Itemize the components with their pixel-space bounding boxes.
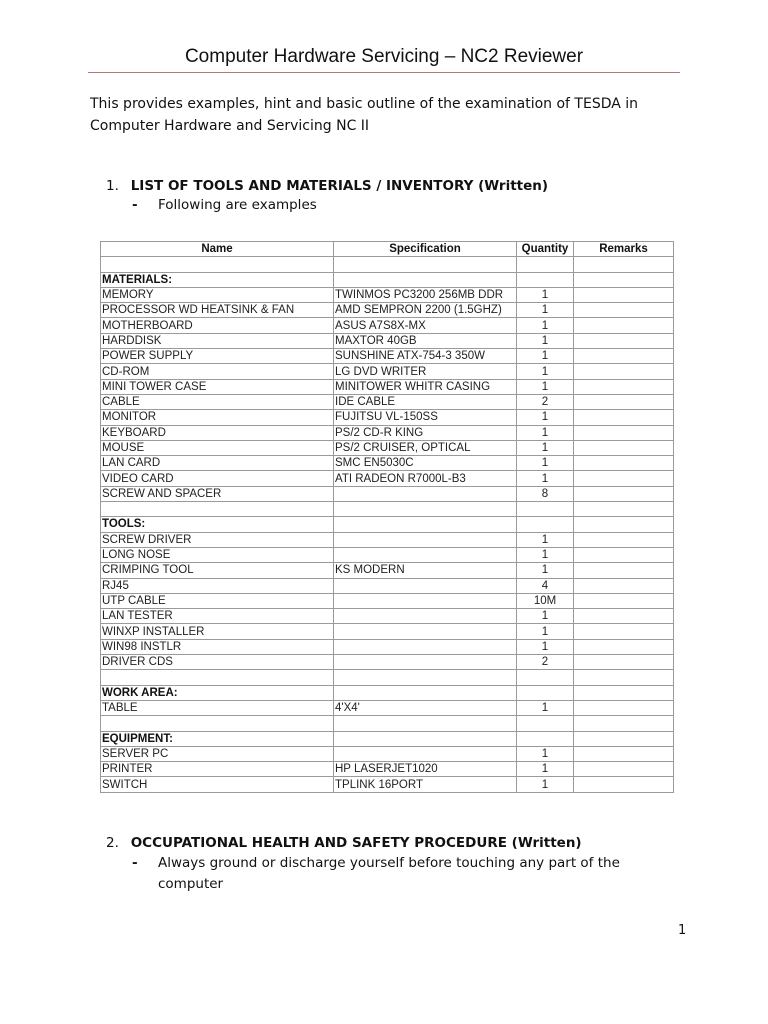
cell-name: LAN CARD [101, 456, 334, 471]
title-divider [88, 72, 680, 73]
cell-specification [334, 578, 517, 593]
cell-name: HARDDISK [101, 333, 334, 348]
cell-specification: PS/2 CD-R KING [334, 425, 517, 440]
table-row [101, 746, 674, 761]
section-2-bullet [132, 853, 652, 895]
table-row [101, 287, 674, 302]
cell-remarks [574, 333, 674, 348]
cell-quantity: 1 [517, 471, 574, 486]
cell-specification: FUJITSU VL-150SS [334, 410, 517, 425]
cell-quantity: 1 [517, 440, 574, 455]
cell-remarks [574, 593, 674, 608]
cell-name: VIDEO CARD [101, 471, 334, 486]
cell-specification [334, 486, 517, 501]
cell-name: WINXP INSTALLER [101, 624, 334, 639]
table-row [101, 440, 674, 455]
cell-quantity: 2 [517, 655, 574, 670]
cell-quantity [517, 731, 574, 746]
cell-name: MOTHERBOARD [101, 318, 334, 333]
cell-quantity: 1 [517, 333, 574, 348]
cell-quantity: 8 [517, 486, 574, 501]
cell-specification [334, 685, 517, 700]
cell-remarks [574, 471, 674, 486]
cell-specification: TPLINK 16PORT [334, 777, 517, 792]
cell-specification [334, 670, 517, 685]
section-1-heading [106, 178, 548, 194]
cell-name: LONG NOSE [101, 547, 334, 562]
table-row [101, 655, 674, 670]
table-row [101, 502, 674, 517]
cell-specification [334, 639, 517, 654]
table-row [101, 547, 674, 562]
cell-specification: TWINMOS PC3200 256MB DDR [334, 287, 517, 302]
cell-name [101, 257, 334, 272]
section-1-number: 1. [106, 178, 119, 194]
cell-quantity: 1 [517, 410, 574, 425]
cell-name: DRIVER CDS [101, 655, 334, 670]
cell-quantity: 1 [517, 700, 574, 715]
cell-quantity: 1 [517, 777, 574, 792]
cell-name: TOOLS: [101, 517, 334, 532]
cell-quantity: 1 [517, 746, 574, 761]
cell-specification [334, 716, 517, 731]
cell-specification: KS MODERN [334, 563, 517, 578]
section-2-number: 2. [106, 835, 119, 851]
cell-specification [334, 517, 517, 532]
cell-remarks [574, 318, 674, 333]
cell-name: MEMORY [101, 287, 334, 302]
cell-quantity: 1 [517, 364, 574, 379]
cell-remarks [574, 624, 674, 639]
cell-remarks [574, 716, 674, 731]
section-1-bullet [132, 195, 652, 216]
cell-name: LAN TESTER [101, 609, 334, 624]
cell-name: MATERIALS: [101, 272, 334, 287]
cell-remarks [574, 272, 674, 287]
cell-specification [334, 624, 517, 639]
section-1-title: LIST OF TOOLS AND MATERIALS / INVENTORY (Written) [130, 178, 549, 194]
cell-specification: PS/2 CRUISER, OPTICAL [334, 440, 517, 455]
cell-quantity [517, 685, 574, 700]
table-row [101, 303, 674, 318]
cell-remarks [574, 563, 674, 578]
cell-remarks [574, 670, 674, 685]
cell-remarks [574, 655, 674, 670]
cell-quantity [517, 502, 574, 517]
intro-paragraph: This provides examples, hint and basic outline of the examination of TESDA in Computer Hardware and Servicing NC II [90, 96, 639, 134]
cell-specification: IDE CABLE [334, 394, 517, 409]
table-row [101, 318, 674, 333]
cell-name [101, 716, 334, 731]
cell-specification: MINITOWER WHITR CASING [334, 379, 517, 394]
table-row [101, 517, 674, 532]
cell-name: MINI TOWER CASE [101, 379, 334, 394]
table-row [101, 456, 674, 471]
table-row [101, 379, 674, 394]
cell-name: CD-ROM [101, 364, 334, 379]
section-2-title: OCCUPATIONAL HEALTH AND SAFETY PROCEDURE (Written) [130, 835, 582, 851]
cell-name: TABLE [101, 700, 334, 715]
table-row [101, 471, 674, 486]
table-header-row [101, 242, 674, 257]
cell-name: PROCESSOR WD HEATSINK & FAN [101, 303, 334, 318]
cell-remarks [574, 410, 674, 425]
cell-name: EQUIPMENT: [101, 731, 334, 746]
cell-name: WIN98 INSTLR [101, 639, 334, 654]
cell-specification: LG DVD WRITER [334, 364, 517, 379]
cell-remarks [574, 517, 674, 532]
cell-quantity [517, 670, 574, 685]
table-row [101, 394, 674, 409]
bullet-dash: - [132, 855, 138, 871]
cell-remarks [574, 425, 674, 440]
table-row [101, 349, 674, 364]
header-remarks: Remarks [574, 242, 674, 257]
cell-quantity: 4 [517, 578, 574, 593]
cell-name: MONITOR [101, 410, 334, 425]
cell-name: POWER SUPPLY [101, 349, 334, 364]
section-2-bullet-text: Always ground or discharge yourself before touching any part of the computer [158, 855, 620, 892]
cell-quantity: 1 [517, 639, 574, 654]
cell-remarks [574, 685, 674, 700]
table-row [101, 333, 674, 348]
table-row [101, 670, 674, 685]
cell-quantity: 1 [517, 379, 574, 394]
cell-name: SWITCH [101, 777, 334, 792]
cell-specification [334, 731, 517, 746]
cell-remarks [574, 502, 674, 517]
cell-specification [334, 272, 517, 287]
page-title: Computer Hardware Servicing – NC2 Reviewer [184, 46, 584, 67]
table-row [101, 410, 674, 425]
inventory-table [100, 241, 674, 793]
table-row [101, 685, 674, 700]
cell-name [101, 502, 334, 517]
cell-remarks [574, 609, 674, 624]
cell-specification: SMC EN5030C [334, 456, 517, 471]
cell-quantity: 10M [517, 593, 574, 608]
table-row [101, 762, 674, 777]
cell-specification [334, 655, 517, 670]
cell-quantity: 1 [517, 609, 574, 624]
cell-quantity: 1 [517, 547, 574, 562]
cell-remarks [574, 547, 674, 562]
cell-remarks [574, 349, 674, 364]
cell-remarks [574, 456, 674, 471]
cell-quantity [517, 272, 574, 287]
cell-quantity [517, 517, 574, 532]
cell-quantity: 1 [517, 349, 574, 364]
cell-name: CRIMPING TOOL [101, 563, 334, 578]
cell-specification [334, 257, 517, 272]
cell-name: RJ45 [101, 578, 334, 593]
cell-remarks [574, 257, 674, 272]
cell-specification [334, 502, 517, 517]
cell-remarks [574, 440, 674, 455]
table-row [101, 716, 674, 731]
cell-remarks [574, 746, 674, 761]
cell-quantity: 1 [517, 318, 574, 333]
table-row [101, 364, 674, 379]
cell-name: MOUSE [101, 440, 334, 455]
cell-remarks [574, 777, 674, 792]
table-row [101, 777, 674, 792]
table-row [101, 563, 674, 578]
cell-remarks [574, 639, 674, 654]
cell-specification: 4'X4' [334, 700, 517, 715]
cell-quantity: 1 [517, 762, 574, 777]
section-2-heading [106, 835, 582, 851]
table-row [101, 609, 674, 624]
cell-name: PRINTER [101, 762, 334, 777]
cell-specification: ATI RADEON R7000L-B3 [334, 471, 517, 486]
cell-specification [334, 593, 517, 608]
table-row [101, 593, 674, 608]
page-number: 1 [678, 923, 687, 938]
cell-remarks [574, 578, 674, 593]
cell-quantity: 1 [517, 532, 574, 547]
header-quantity: Quantity [517, 242, 574, 257]
bullet-dash: - [132, 197, 138, 213]
cell-name: SCREW AND SPACER [101, 486, 334, 501]
table-row [101, 700, 674, 715]
cell-name: UTP CABLE [101, 593, 334, 608]
cell-name: SERVER PC [101, 746, 334, 761]
table-row [101, 639, 674, 654]
section-1-bullet-text: Following are examples [158, 197, 317, 213]
cell-specification: SUNSHINE ATX-754-3 350W [334, 349, 517, 364]
header-name: Name [101, 242, 334, 257]
header-specification: Specification [334, 242, 517, 257]
cell-quantity: 1 [517, 287, 574, 302]
cell-remarks [574, 532, 674, 547]
cell-specification: MAXTOR 40GB [334, 333, 517, 348]
table-row [101, 272, 674, 287]
cell-remarks [574, 700, 674, 715]
table-row [101, 257, 674, 272]
cell-remarks [574, 762, 674, 777]
cell-name: WORK AREA: [101, 685, 334, 700]
cell-quantity: 1 [517, 563, 574, 578]
cell-remarks [574, 731, 674, 746]
cell-remarks [574, 486, 674, 501]
cell-specification [334, 547, 517, 562]
inventory-table-body [101, 257, 674, 792]
cell-specification [334, 746, 517, 761]
table-row [101, 624, 674, 639]
cell-quantity: 1 [517, 425, 574, 440]
cell-name: KEYBOARD [101, 425, 334, 440]
cell-specification: HP LASERJET1020 [334, 762, 517, 777]
table-row [101, 578, 674, 593]
cell-quantity: 1 [517, 624, 574, 639]
cell-name: CABLE [101, 394, 334, 409]
table-row [101, 731, 674, 746]
cell-specification: AMD SEMPRON 2200 (1.5GHZ) [334, 303, 517, 318]
cell-remarks [574, 394, 674, 409]
table-row [101, 425, 674, 440]
cell-quantity: 1 [517, 303, 574, 318]
table-row [101, 486, 674, 501]
cell-remarks [574, 303, 674, 318]
cell-remarks [574, 364, 674, 379]
table-row [101, 532, 674, 547]
cell-specification [334, 609, 517, 624]
cell-name: SCREW DRIVER [101, 532, 334, 547]
cell-quantity [517, 716, 574, 731]
cell-remarks [574, 287, 674, 302]
cell-quantity: 2 [517, 394, 574, 409]
cell-specification [334, 532, 517, 547]
cell-specification: ASUS A7S8X-MX [334, 318, 517, 333]
cell-quantity [517, 257, 574, 272]
cell-remarks [574, 379, 674, 394]
cell-quantity: 1 [517, 456, 574, 471]
cell-name [101, 670, 334, 685]
